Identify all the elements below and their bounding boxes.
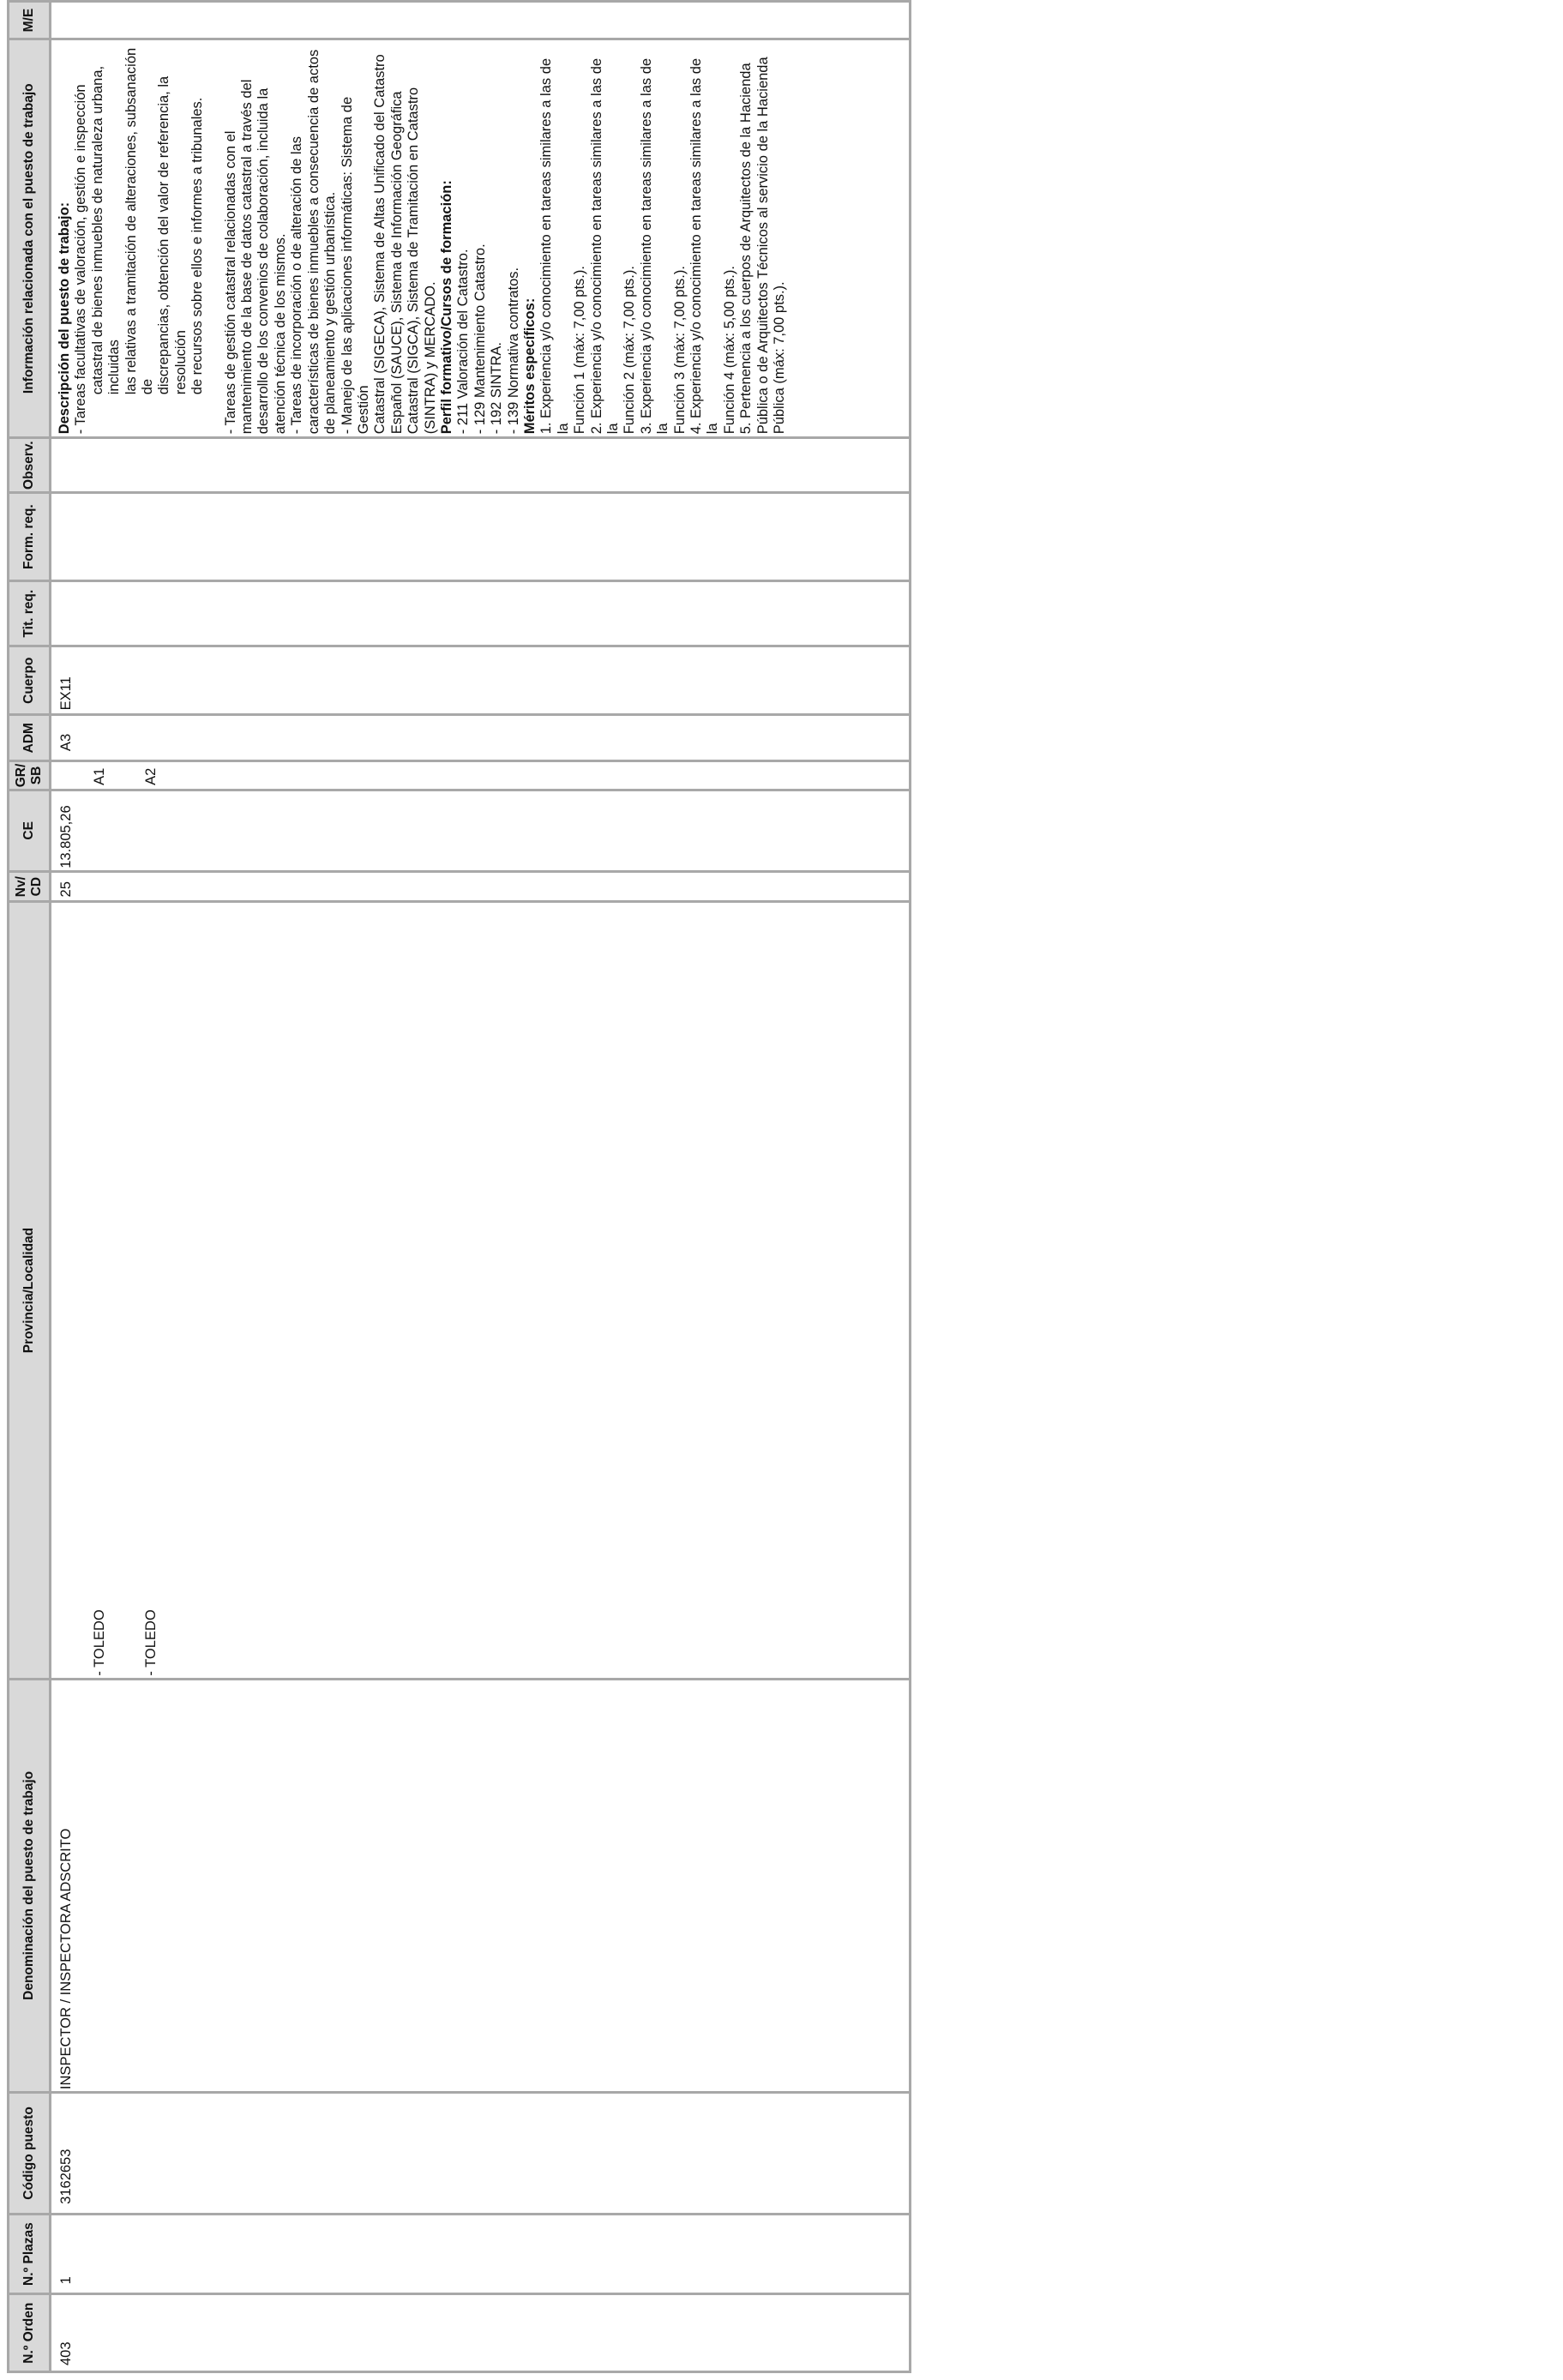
cell-provincia [51, 902, 911, 1679]
merit-item: 2. Experiencia y/o conocimiento en tareas similares a las de la Función 2 (máx: 7,00 pts.). [588, 57, 638, 435]
titulacion-value [51, 582, 58, 645]
me-value [51, 3, 58, 38]
job-position-table [7, 0, 911, 2373]
job-information [51, 40, 788, 436]
description-item: - Tareas de gestión catastral relacionadas con el mantenimiento de la base de datos catastral a través del desarrollo de los convenios de colaboración, incluida la atención técnica de los mismos. [222, 79, 288, 435]
merits-heading: Méritos específicos: [521, 298, 538, 435]
training-heading: Perfil formativo/Cursos de formación: [438, 180, 454, 435]
cell-me [51, 2, 911, 39]
cell-nivel [51, 871, 911, 902]
grupo-list [51, 762, 195, 789]
codigo-value: 3162653 [58, 2149, 74, 2204]
header-formacion: Form. req. [9, 493, 51, 581]
header-grupo: GR/ SB [9, 761, 51, 790]
cell-informacion [51, 39, 911, 438]
formacion-value [51, 494, 58, 580]
cell-titulacion [51, 581, 911, 646]
header-nivel: Nv/ CD [9, 871, 51, 902]
header-informacion: Información relacionada con el puesto de trabajo [9, 39, 51, 438]
cell-orden [51, 2294, 911, 2372]
cell-grupo [51, 761, 911, 790]
cell-plazas [51, 2214, 911, 2294]
cell-cuerpo [51, 646, 911, 715]
header-cuerpo: Cuerpo [9, 646, 51, 715]
denominacion-value: INSPECTOR / INSPECTORA ADSCRITO [58, 1828, 74, 2090]
ce-value: 13.805,26 [58, 805, 74, 868]
header-observaciones: Observ. [9, 438, 51, 493]
merit-item: 1. Experiencia y/o conocimiento en tareas similares a las de la Función 1 (máx: 7,00 pts.). [538, 57, 588, 435]
spacer [207, 45, 223, 434]
plazas-value: 1 [58, 2276, 74, 2285]
cell-formacion [51, 493, 911, 581]
table-row [51, 2, 911, 2372]
header-provincia: Provincia/Localidad [9, 902, 51, 1679]
course-item: - 192 SINTRA. [489, 342, 505, 435]
provincia-list [51, 903, 195, 1677]
merit-item: 4. Experiencia y/o conocimiento en tareas similares a las de la Función 4 (máx: 5,00 pts.). [688, 57, 737, 435]
cell-codigo [51, 2093, 911, 2215]
provincia-item: - TOLEDO [91, 1609, 107, 1676]
header-titulacion: Tit. req. [9, 581, 51, 646]
nivel-value: 25 [58, 881, 74, 898]
course-item: - 139 Normativa contratos. [505, 267, 521, 435]
merit-item: 3. Experiencia y/o conocimiento en tareas similares a las de la Función 3 (máx: 7,00 pts.). [638, 57, 688, 435]
header-adm: ADM [9, 715, 51, 761]
course-item: - 211 Valoración del Catastro. [455, 249, 472, 435]
description-item-continued: catastral de bienes inmuebles de naturaleza urbana, incluidas las relativas a tramitación de alteraciones, subsanación de discrepancias, obtención del valor de referencia, la resolución de recursos sobre ellos e informes a tribunales. [89, 47, 206, 395]
adm-value: A3 [58, 733, 74, 752]
cell-denominacion [51, 1679, 911, 2092]
description-item: - Tareas de incorporación o de alteración de las características de bienes inmuebles a consecuencia de actos de planeamiento y gestión urbanística. [289, 49, 339, 435]
header-denominacion: Denominación del puesto de trabajo [9, 1679, 51, 2092]
header-plazas: N.º Plazas [9, 2214, 51, 2294]
provincia-item: - TOLEDO [143, 1609, 159, 1676]
cell-ce [51, 790, 911, 871]
course-item: - 129 Mantenimiento Catastro. [472, 243, 488, 435]
merit-item: 5. Pertenencia a los cuerpos de Arquitectos de la Hacienda Pública o de Arquitectos Técnicos al servicio de la Hacienda Pública (máx: 7,00 pts.). [738, 57, 788, 435]
header-orden: N.º Orden [9, 2294, 51, 2372]
header-codigo: Código puesto [9, 2093, 51, 2215]
header-me: M/E [9, 2, 51, 39]
cuerpo-value: EX11 [58, 676, 74, 711]
description-item: - Tareas facultativas de valoración, gestión e inspección [73, 84, 89, 435]
grupo-item: A2 [143, 767, 159, 785]
header-row [9, 2, 51, 2372]
description-item: - Manejo de las aplicaciones informáticas: Sistema de Gestión Catastral (SIGECA), Sistema de Altas Unificado del Catastro Español (SAUCE), Sistema de Información Geográfica Catastral (SIGCA), Sistema de Tramitación en Catastro (SINTRA) y MERCADO. [339, 54, 438, 435]
header-ce: CE [9, 790, 51, 871]
grupo-item: A1 [91, 767, 107, 785]
observaciones-value [51, 439, 58, 491]
orden-value: 403 [58, 2341, 74, 2365]
description-heading: Descripción del puesto de trabajo: [57, 201, 72, 435]
cell-observaciones [51, 438, 911, 493]
